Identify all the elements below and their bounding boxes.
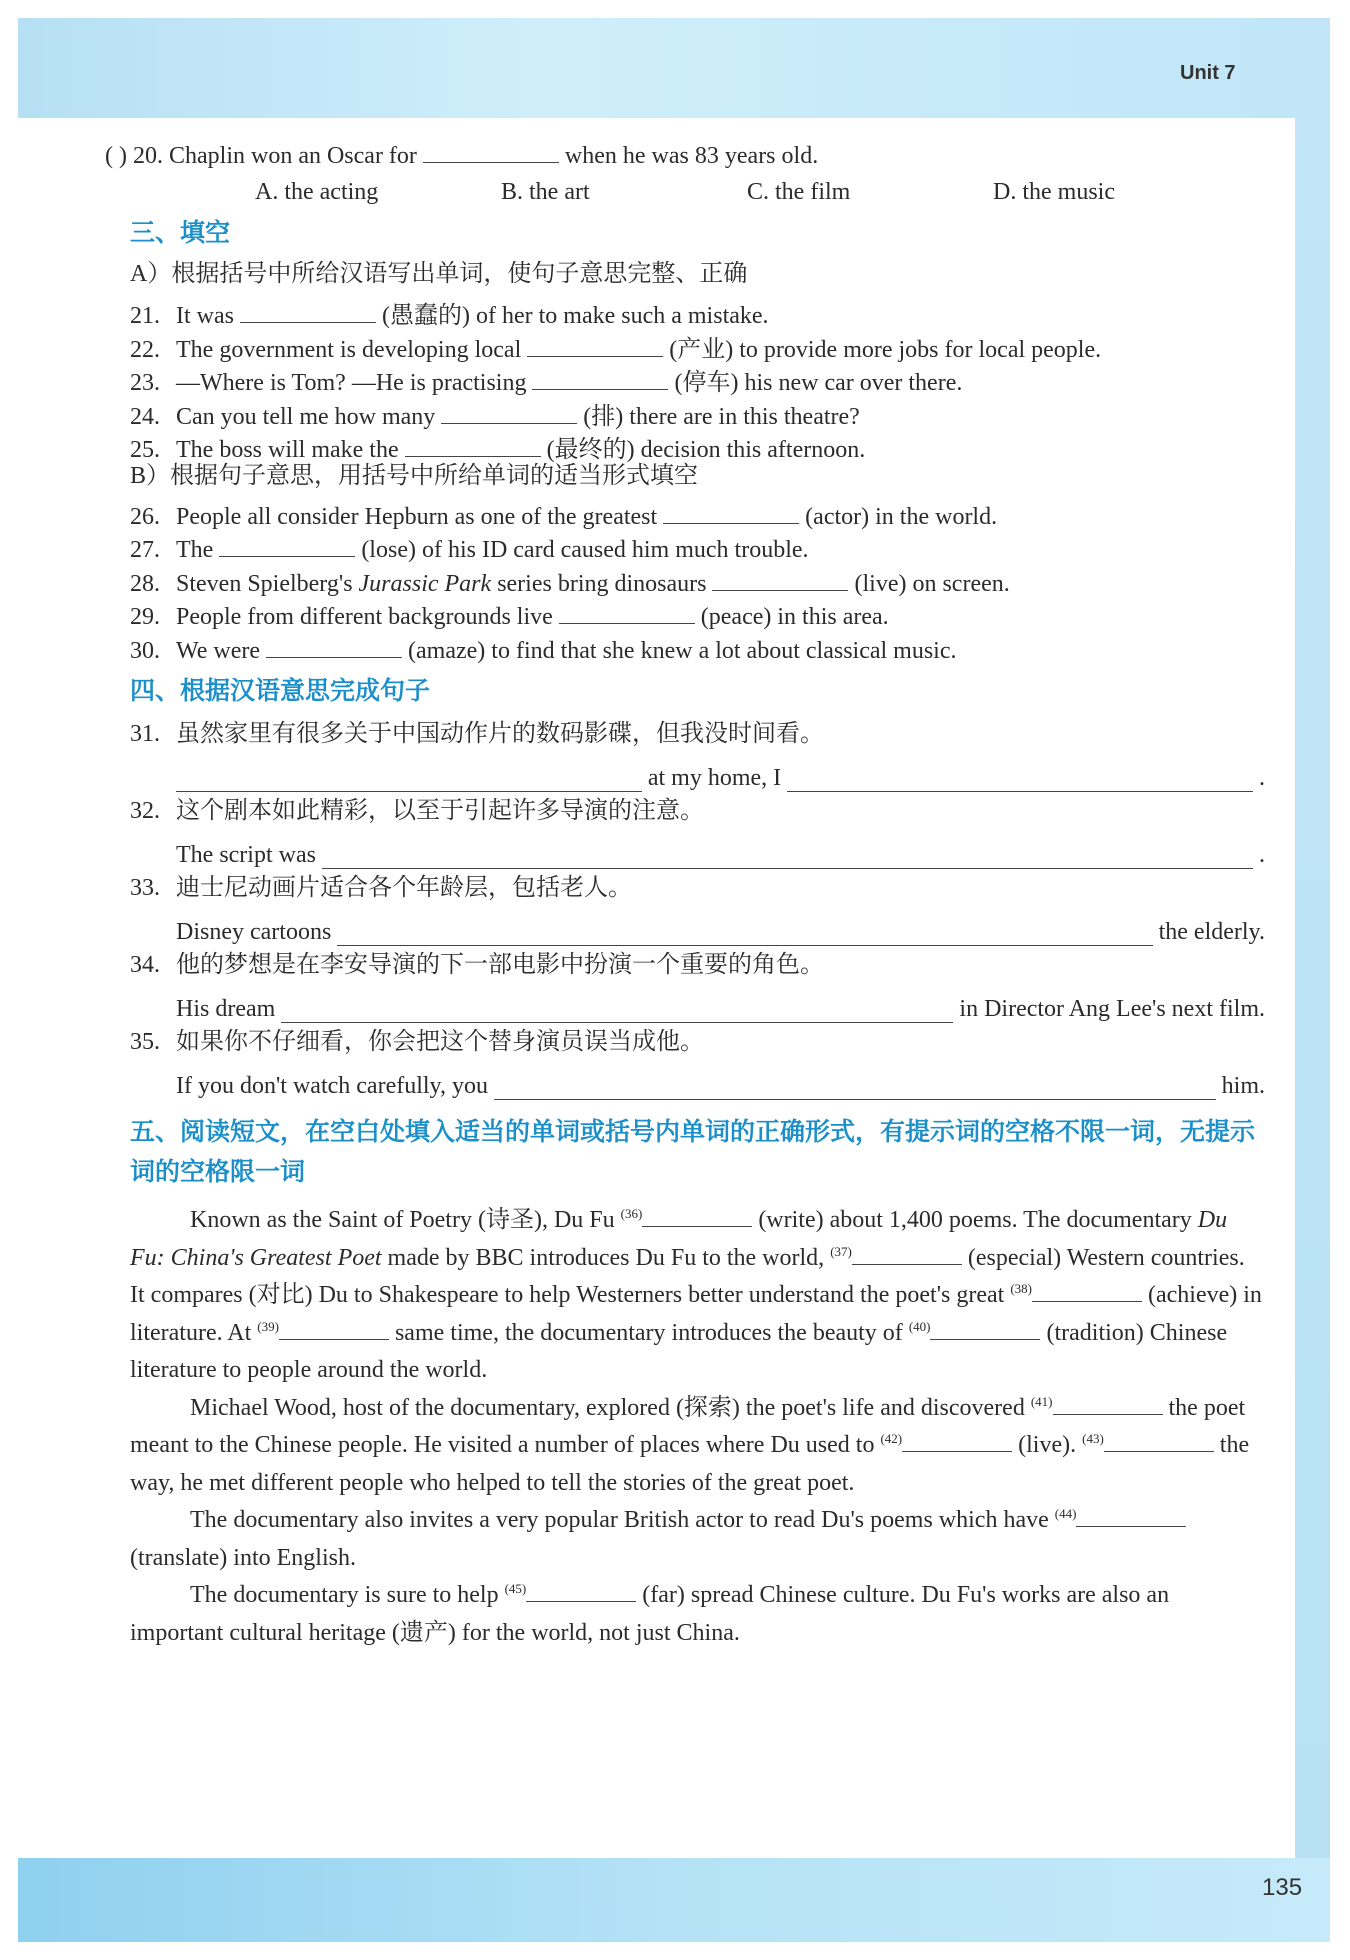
part-b-instruction: B）根据句子意思，用括号中所给单词的适当形式填空 xyxy=(130,463,699,489)
blank-number: (45) xyxy=(504,1581,527,1596)
q-text: The xyxy=(176,537,214,563)
question-33-answer xyxy=(130,907,1265,946)
question-21 xyxy=(130,292,1265,329)
passage-paragraph-2 xyxy=(130,1390,1265,1503)
q-text: If you don't watch carefully, you xyxy=(176,1073,488,1099)
q-text: (产业) to provide more jobs for local people. xyxy=(669,337,1102,363)
q-text: (最终的) decision this afternoon. xyxy=(546,437,866,463)
q20-prefix: ( ) 20. Chaplin won an Oscar for xyxy=(105,143,417,169)
passage-text: the poet meant to the Chinese people. He visited a number of places where Du used to xyxy=(130,1394,1246,1458)
right-decor-band xyxy=(1295,18,1330,1868)
q20-blank[interactable] xyxy=(423,132,559,163)
passage-text: The documentary also invites a very popular British actor to read Du's poems which have xyxy=(190,1507,1049,1533)
q-number: 25. xyxy=(130,437,160,463)
question-34-answer xyxy=(130,984,1265,1023)
q-text: 虽然家里有很多关于中国动作片的数码影碟，但我没时间看。 xyxy=(176,721,824,747)
question-34-chinese xyxy=(130,946,1265,984)
unit-label: Unit 7 xyxy=(1180,62,1236,84)
q27-blank[interactable] xyxy=(219,526,355,557)
blank-37[interactable] xyxy=(852,1240,962,1265)
passage-text: (especial) Western countries. It compares (对比) Du to Shakespeare to help Westerners better understand the poet's great xyxy=(130,1244,1245,1308)
question-32-chinese xyxy=(130,792,1265,830)
bottom-decor-band xyxy=(18,1858,1330,1942)
q-text: at my home, I xyxy=(647,765,782,791)
q-number: 22. xyxy=(130,337,160,363)
q34-blank[interactable] xyxy=(281,994,953,1023)
question-28 xyxy=(130,560,1265,597)
q30-blank[interactable] xyxy=(266,627,402,658)
q31-blank-1[interactable] xyxy=(176,763,642,792)
page-number: 135 xyxy=(1262,1874,1303,1901)
passage-paragraph-3 xyxy=(130,1502,1265,1577)
q-text: It was xyxy=(176,303,234,329)
q28-blank[interactable] xyxy=(712,560,848,591)
q-text: The government is developing local xyxy=(176,337,522,363)
question-35-chinese xyxy=(130,1023,1265,1061)
q-number: 34. xyxy=(130,952,160,978)
blank-number: (44) xyxy=(1054,1506,1077,1521)
top-decor-band xyxy=(18,18,1330,118)
q-text: 迪士尼动画片适合各个年龄层，包括老人。 xyxy=(176,875,632,901)
question-25 xyxy=(130,426,1265,463)
q-text: series bring dinosaurs xyxy=(497,571,707,597)
option-c[interactable]: C. the film xyxy=(747,179,851,205)
option-d[interactable]: D. the music xyxy=(993,179,1115,205)
section-5-title: 五、阅读短文，在空白处填入适当的单词或括号内单词的正确形式，有提示词的空格不限一词，无提示词的空格限一词 xyxy=(130,1117,1256,1186)
passage-text: the way, he met different people who helped to tell the stories of the great poet. xyxy=(130,1432,1250,1496)
q23-blank[interactable] xyxy=(532,359,668,390)
q-number: 29. xyxy=(130,604,160,630)
q-text: Disney cartoons xyxy=(176,919,332,945)
question-27 xyxy=(130,526,1265,563)
q-number: 30. xyxy=(130,638,160,664)
q-text: (愚蠢的) of her to make such a mistake. xyxy=(381,303,769,329)
blank-36[interactable] xyxy=(642,1202,752,1227)
q-number: 24. xyxy=(130,404,160,430)
q-text: 这个剧本如此精彩，以至于引起许多导演的注意。 xyxy=(176,798,704,824)
question-20 xyxy=(105,132,1265,174)
q32-blank[interactable] xyxy=(322,840,1253,869)
q25-blank[interactable] xyxy=(405,426,541,457)
q-text: in Director Ang Lee's next film. xyxy=(959,996,1265,1022)
passage-text: The documentary is sure to help xyxy=(190,1582,499,1608)
blank-number: (39) xyxy=(257,1318,279,1334)
passage-text: (far) spread Chinese culture. Du Fu's works are also an important cultural heritage (遗产) for the world, not just China. xyxy=(130,1582,1170,1646)
blank-40[interactable] xyxy=(930,1315,1040,1340)
question-24 xyxy=(130,393,1265,430)
blank-number: (40) xyxy=(908,1318,931,1334)
q-number: 23. xyxy=(130,370,160,396)
question-33-chinese xyxy=(130,869,1265,907)
q-text: —Where is Tom? —He is practising xyxy=(176,370,527,396)
q-text: 他的梦想是在李安导演的下一部电影中扮演一个重要的角色。 xyxy=(176,952,824,978)
q-text: We were xyxy=(176,638,261,664)
film-title: Jurassic Park xyxy=(358,571,492,597)
q-text: People from different backgrounds live xyxy=(176,604,553,630)
q-text: . xyxy=(1259,842,1265,868)
blank-41[interactable] xyxy=(1053,1390,1163,1415)
q33-blank[interactable] xyxy=(337,917,1152,946)
blank-38[interactable] xyxy=(1032,1277,1142,1302)
q22-blank[interactable] xyxy=(527,326,663,357)
q-text: Steven Spielberg's xyxy=(176,571,353,597)
blank-number: (38) xyxy=(1010,1281,1032,1296)
blank-44[interactable] xyxy=(1076,1502,1186,1527)
reading-passage xyxy=(130,1202,1265,1652)
q-text: (排) there are in this theatre? xyxy=(583,404,860,430)
question-26 xyxy=(130,493,1265,530)
blank-43[interactable] xyxy=(1104,1427,1214,1452)
question-23 xyxy=(130,359,1265,396)
blank-39[interactable] xyxy=(279,1315,389,1340)
q-text: 如果你不仔细看，你会把这个替身演员误当成他。 xyxy=(176,1029,704,1055)
question-30 xyxy=(130,627,1265,664)
section-3-title: 三、填空 xyxy=(130,218,231,247)
q-number: 31. xyxy=(130,721,160,747)
blank-number: (37) xyxy=(830,1243,852,1259)
passage-text: same time, the documentary introduces the beauty of xyxy=(394,1319,903,1346)
question-32-answer xyxy=(130,830,1265,869)
q-text: The boss will make the xyxy=(176,437,399,463)
q-text: (live) on screen. xyxy=(854,571,1010,597)
section-4-title: 四、根据汉语意思完成句子 xyxy=(130,676,431,705)
q-text: the elderly. xyxy=(1158,919,1265,945)
passage-text: (tradition) Chinese literature to people around the world. xyxy=(130,1319,1228,1383)
option-b[interactable]: B. the art xyxy=(501,179,590,205)
q-text: People all consider Hepburn as one of the greatest xyxy=(176,504,658,530)
worksheet-content xyxy=(105,132,1265,1652)
q-number: 21. xyxy=(130,303,160,329)
passage-text: (write) about 1,400 poems. The documentary xyxy=(758,1207,1192,1233)
q-number: 26. xyxy=(130,504,160,530)
option-a[interactable]: A. the acting xyxy=(255,179,379,205)
q-text: (lose) of his ID card caused him much trouble. xyxy=(361,537,809,563)
question-31-answer xyxy=(130,753,1265,792)
blank-number: (43) xyxy=(1082,1431,1104,1446)
q-text: Can you tell me how many xyxy=(176,404,436,430)
q-text: (actor) in the world. xyxy=(805,504,998,530)
question-35-answer xyxy=(130,1061,1265,1100)
q-number: 35. xyxy=(130,1029,160,1055)
question-22 xyxy=(130,326,1265,363)
q20-suffix: when he was 83 years old. xyxy=(564,143,819,169)
passage-text: Michael Wood, host of the documentary, explored (探索) the poet's life and discovered xyxy=(190,1394,1025,1421)
q-number: 33. xyxy=(130,875,160,901)
blank-number: (41) xyxy=(1030,1393,1053,1409)
q31-blank-2[interactable] xyxy=(787,763,1253,792)
q21-blank[interactable] xyxy=(240,292,376,323)
q-text: His dream xyxy=(176,996,276,1022)
q-number: 32. xyxy=(130,798,160,824)
passage-text: (achieve) in literature. At xyxy=(130,1282,1262,1346)
q26-blank[interactable] xyxy=(663,493,799,524)
documentary-title: Du Fu: China's Greatest Poet xyxy=(130,1207,1228,1271)
q-text: him. xyxy=(1221,1073,1265,1099)
q-number: 27. xyxy=(130,537,160,563)
q24-blank[interactable] xyxy=(441,393,577,424)
blank-45[interactable] xyxy=(526,1577,636,1602)
passage-paragraph-4 xyxy=(130,1577,1265,1652)
q-text: (peace) in this area. xyxy=(700,604,889,630)
blank-number: (42) xyxy=(880,1431,903,1446)
q-text: (amaze) to find that she knew a lot about classical music. xyxy=(408,638,957,664)
question-29 xyxy=(130,593,1265,630)
passage-text: made by BBC introduces Du Fu to the world, xyxy=(387,1244,825,1271)
q-text: The script was xyxy=(176,842,316,868)
part-a-instruction: A）根据括号中所给汉语写出单词，使句子意思完整、正确 xyxy=(130,261,748,287)
question-31-chinese xyxy=(130,715,1265,753)
q-number: 28. xyxy=(130,571,160,597)
q-text: (停车) his new car over there. xyxy=(674,370,963,396)
blank-number: (36) xyxy=(620,1206,643,1221)
q20-options xyxy=(130,174,1265,210)
q-text: . xyxy=(1259,765,1265,791)
q29-blank[interactable] xyxy=(559,593,695,624)
passage-text: (live). xyxy=(1018,1432,1077,1458)
passage-text: (translate) into English. xyxy=(130,1544,356,1571)
blank-42[interactable] xyxy=(902,1427,1012,1452)
passage-text: Known as the Saint of Poetry (诗圣), Du Fu xyxy=(190,1207,615,1233)
q35-blank[interactable] xyxy=(494,1071,1216,1100)
passage-paragraph-1 xyxy=(130,1202,1265,1390)
